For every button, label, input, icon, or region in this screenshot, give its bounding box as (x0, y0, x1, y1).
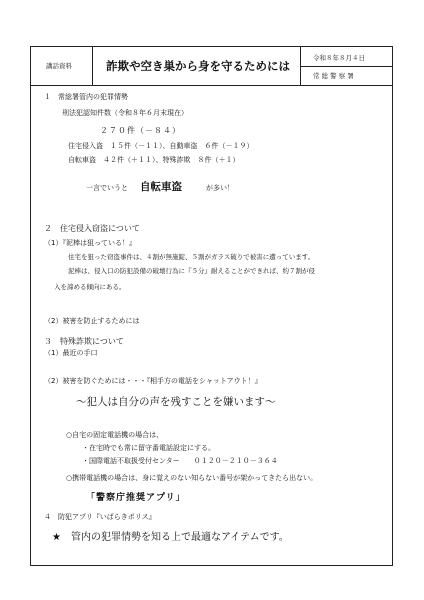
crime-row-2: 自転車盗 ４２件（＋１１）、特殊詐欺 ８件（＋１） (68, 156, 240, 164)
home-phone-bullet-2: ・国際電話不取扱受付センター ０１２０－２１０－３６４ (82, 457, 278, 465)
section3-heading: ３ 特殊詐欺について (44, 337, 124, 346)
section2-para-line2: 泥棒は、侵入口の防犯設備の破壊行為に『５分』耐えることができれば、約７割が侵 (68, 267, 315, 275)
header-divider-left (92, 46, 93, 86)
summary-suffix: が多い！ (206, 184, 234, 192)
section2-para-line1: 住宅を狙った窃盗事件は、４割が無施錠、５割がガラス破りで被害に遭っています。 (68, 253, 315, 261)
app-banner: 「警察庁推奨アプリ」 (86, 493, 186, 503)
crime-row-1: 住宅侵入盗 １５件（－１１）、自動車盗 ６件（－１９） (68, 142, 254, 150)
section1-heading: １ 常総署管内の犯罪情勢 (44, 93, 128, 101)
material-label: 講話資料 (46, 62, 72, 70)
section4-heading: ４ 防犯アプリ『いばらきポリス』 (44, 513, 156, 521)
header-divider-mid (300, 66, 393, 67)
section3-sub2: （2）被害を防ぐためには・・・『相手方の電話をシャットアウト！』 (44, 377, 262, 385)
header-date: 令和８年８月４日 (313, 54, 365, 62)
page-title: 詐欺や空き巣から身を守るためには (106, 59, 290, 73)
star-line: ★ 管内の犯罪情勢を知る上で最適なアイテムです。 (52, 532, 289, 543)
home-phone-bullet-1: ・在宅時でも常に留守番電話設定にする。 (82, 444, 215, 452)
total-count: ２７０件（－８４） (100, 126, 181, 135)
home-phone-heading: ○自宅の固定電話機の場合は、 (66, 431, 164, 439)
summary-emphasis: 自転車盗 (140, 181, 182, 193)
document-frame (30, 46, 393, 566)
section2-sub2: （2）被害を防止するためには (44, 317, 140, 325)
summary-prefix: 一言でいうと (86, 184, 128, 192)
mobile-phone-note: ○携帯電話機の場合は、身に覚えのない知らない番号が架かってきたら出ない。 (66, 474, 318, 482)
section3-sub1: （1）最近の手口 (44, 349, 98, 357)
section2-heading: ２ 住宅侵入窃盗について (44, 224, 140, 233)
count-label: 刑法犯認知件数（令和８年６月末現在） (62, 109, 188, 117)
section2-sub1: （1）『泥棒は狙っている！』 (44, 239, 136, 247)
section2-para-line3: 入を諦める傾向にある。 (54, 283, 126, 291)
header-org: 常 総 警 察 署 (313, 72, 354, 80)
slogan: ～犯人は自分の声を残すことを嫌います～ (76, 396, 276, 408)
